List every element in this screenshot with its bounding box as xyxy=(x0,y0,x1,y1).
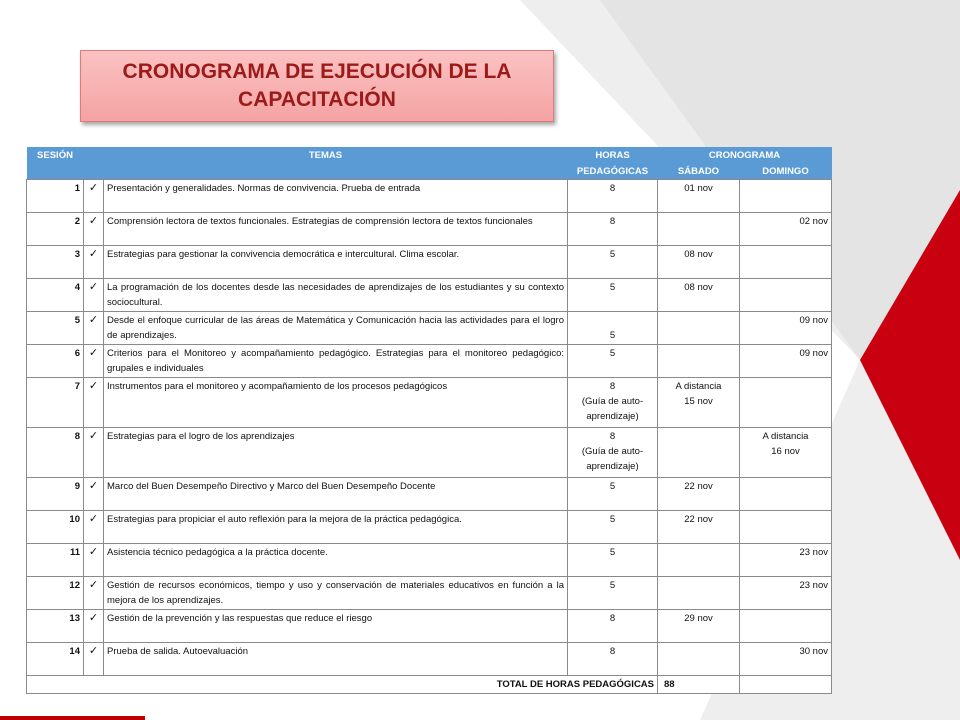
hours-number: 5 xyxy=(609,249,616,260)
sunday-date xyxy=(740,428,832,478)
hours-value xyxy=(568,478,658,511)
sunday-date xyxy=(740,478,832,511)
hours-number: 8 xyxy=(609,431,616,442)
session-number: 7 xyxy=(27,378,84,428)
table-row xyxy=(27,428,832,478)
hours-value xyxy=(568,345,658,378)
sunday-date xyxy=(740,279,832,312)
topic-text: Gestión de recursos económicos, tiempo y uso y conservación de materiales educativos en función a la mejora de los aprendizajes. xyxy=(104,577,568,610)
check-icon: ✓ xyxy=(84,180,104,213)
table-row xyxy=(27,478,832,511)
saturday-date xyxy=(658,180,740,213)
header-horas: HORAS xyxy=(568,147,658,163)
saturday-date xyxy=(658,643,740,676)
table-row xyxy=(27,246,832,279)
topic-text: Estrategias para propiciar el auto reflexión para la mejora de la práctica pedagógica. xyxy=(104,511,568,544)
session-number: 10 xyxy=(27,511,84,544)
header-sesion: SESIÓN xyxy=(27,147,84,163)
session-number: 6 xyxy=(27,345,84,378)
sunday-date xyxy=(740,180,832,213)
sunday-date xyxy=(740,312,832,345)
sunday-date xyxy=(740,511,832,544)
saturday-value: 22 nov xyxy=(684,481,713,492)
header-row-1 xyxy=(27,147,832,163)
sunday-value: 30 nov xyxy=(799,646,828,657)
topic-text: Desde el enfoque curricular de las áreas de Matemática y Comunicación hacia las actividades para el logro de aprendizajes. xyxy=(104,312,568,345)
hours-value xyxy=(568,312,658,345)
header-sabado: SÁBADO xyxy=(658,163,740,180)
hours-number: 5 xyxy=(609,348,616,359)
header-temas: TEMAS xyxy=(84,147,568,163)
table-row xyxy=(27,643,832,676)
check-icon: ✓ xyxy=(84,577,104,610)
hours-number: 8 xyxy=(609,216,616,227)
hours-number: 8 xyxy=(609,183,616,194)
saturday-value: 29 nov xyxy=(684,613,713,624)
check-icon: ✓ xyxy=(84,544,104,577)
hours-value xyxy=(568,610,658,643)
topic-text: Marco del Buen Desempeño Directivo y Marco del Buen Desempeño Docente xyxy=(104,478,568,511)
session-number: 13 xyxy=(27,610,84,643)
hours-note: (Guía de auto-aprendizaje) xyxy=(581,446,644,472)
header-domingo: DOMINGO xyxy=(740,163,832,180)
sunday-date xyxy=(740,610,832,643)
session-number: 2 xyxy=(27,213,84,246)
saturday-value: 08 nov xyxy=(684,249,713,260)
sunday-date xyxy=(740,577,832,610)
table-row xyxy=(27,180,832,213)
table-row xyxy=(27,213,832,246)
topic-text: Gestión de la prevención y las respuestas que reduce el riesgo xyxy=(104,610,568,643)
page-title: CRONOGRAMA DE EJECUCIÓN DE LA CAPACITACIÓN xyxy=(122,60,512,111)
header-cronograma: CRONOGRAMA xyxy=(658,147,832,163)
saturday-date xyxy=(658,511,740,544)
hours-value xyxy=(568,511,658,544)
bottom-red-bar xyxy=(0,716,145,720)
saturday-date xyxy=(658,279,740,312)
hours-value xyxy=(568,378,658,428)
sunday-date xyxy=(740,246,832,279)
saturday-date xyxy=(658,312,740,345)
sunday-value-2: 16 nov xyxy=(771,446,800,457)
hours-number: 5 xyxy=(609,481,616,492)
saturday-date xyxy=(658,478,740,511)
check-icon: ✓ xyxy=(84,345,104,378)
sunday-value: 02 nov xyxy=(799,216,828,227)
hours-value xyxy=(568,279,658,312)
check-icon: ✓ xyxy=(84,279,104,312)
hours-number: 8 xyxy=(609,646,616,657)
table-row xyxy=(27,378,832,428)
total-label: TOTAL DE HORAS PEDAGÓGICAS xyxy=(27,676,658,694)
hours-value xyxy=(568,544,658,577)
table-row xyxy=(27,577,832,610)
topic-text: Presentación y generalidades. Normas de convivencia. Prueba de entrada xyxy=(104,180,568,213)
sunday-date xyxy=(740,345,832,378)
sunday-value: A distancia xyxy=(762,431,809,442)
check-icon: ✓ xyxy=(84,610,104,643)
hours-number: 5 xyxy=(609,514,616,525)
saturday-date xyxy=(658,428,740,478)
topic-text: La programación de los docentes desde las necesidades de aprendizajes de los estudiantes y su contexto sociocultural. xyxy=(104,279,568,312)
topic-text: Asistencia técnico pedagógica a la práctica docente. xyxy=(104,544,568,577)
saturday-value: 22 nov xyxy=(684,514,713,525)
saturday-date xyxy=(658,544,740,577)
hours-value xyxy=(568,428,658,478)
check-icon: ✓ xyxy=(84,511,104,544)
saturday-date xyxy=(658,345,740,378)
hours-value xyxy=(568,577,658,610)
table-row xyxy=(27,544,832,577)
check-icon: ✓ xyxy=(84,643,104,676)
hours-number: 5 xyxy=(609,330,616,341)
saturday-value: 01 nov xyxy=(684,183,713,194)
topic-text: Estrategias para gestionar la convivencia democrática e intercultural. Clima escolar. xyxy=(104,246,568,279)
hours-value xyxy=(568,246,658,279)
check-icon: ✓ xyxy=(84,213,104,246)
session-number: 8 xyxy=(27,428,84,478)
sunday-value: 23 nov xyxy=(799,580,828,591)
table-row xyxy=(27,345,832,378)
topic-text: Comprensión lectora de textos funcionales. Estrategias de comprensión lectora de textos funcionales xyxy=(104,213,568,246)
check-icon: ✓ xyxy=(84,478,104,511)
saturday-date xyxy=(658,213,740,246)
hours-value xyxy=(568,180,658,213)
saturday-date xyxy=(658,246,740,279)
topic-text: Estrategias para el logro de los aprendizajes xyxy=(104,428,568,478)
total-value: 88 xyxy=(658,676,740,694)
hours-number: 8 xyxy=(609,613,616,624)
schedule-table xyxy=(26,147,832,694)
check-icon: ✓ xyxy=(84,428,104,478)
session-number: 1 xyxy=(27,180,84,213)
title-banner xyxy=(80,50,554,122)
sunday-date xyxy=(740,643,832,676)
session-number: 9 xyxy=(27,478,84,511)
check-icon: ✓ xyxy=(84,312,104,345)
hours-number: 5 xyxy=(609,547,616,558)
table-row xyxy=(27,610,832,643)
hours-note: (Guía de auto-aprendizaje) xyxy=(581,396,644,422)
table-row xyxy=(27,312,832,345)
session-number: 12 xyxy=(27,577,84,610)
sunday-date xyxy=(740,378,832,428)
hours-value xyxy=(568,643,658,676)
header-row-2 xyxy=(27,163,832,180)
sunday-date xyxy=(740,213,832,246)
session-number: 11 xyxy=(27,544,84,577)
session-number: 5 xyxy=(27,312,84,345)
hours-number: 8 xyxy=(609,381,616,392)
saturday-value: 08 nov xyxy=(684,282,713,293)
table-row xyxy=(27,511,832,544)
session-number: 3 xyxy=(27,246,84,279)
hours-number: 5 xyxy=(609,282,616,293)
sunday-date xyxy=(740,544,832,577)
saturday-date xyxy=(658,610,740,643)
header-pedagogicas: PEDAGÓGICAS xyxy=(568,163,658,180)
hours-value xyxy=(568,213,658,246)
session-number: 14 xyxy=(27,643,84,676)
saturday-value: A distancia xyxy=(675,381,722,392)
saturday-date xyxy=(658,577,740,610)
sunday-value: 09 nov xyxy=(799,315,828,326)
hours-number: 5 xyxy=(609,580,616,591)
check-icon: ✓ xyxy=(84,378,104,428)
table-row xyxy=(27,279,832,312)
topic-text: Prueba de salida. Autoevaluación xyxy=(104,643,568,676)
sunday-value: 23 nov xyxy=(799,547,828,558)
total-row xyxy=(27,676,832,694)
session-number: 4 xyxy=(27,279,84,312)
check-icon: ✓ xyxy=(84,246,104,279)
sunday-value: 09 nov xyxy=(799,348,828,359)
topic-text: Criterios para el Monitoreo y acompañamiento pedagógico. Estrategias para el monitoreo pedagógico: grupales e individuales xyxy=(104,345,568,378)
topic-text: Instrumentos para el monitoreo y acompañamiento de los procesos pedagógicos xyxy=(104,378,568,428)
saturday-value-2: 15 nov xyxy=(684,396,713,407)
saturday-date xyxy=(658,378,740,428)
